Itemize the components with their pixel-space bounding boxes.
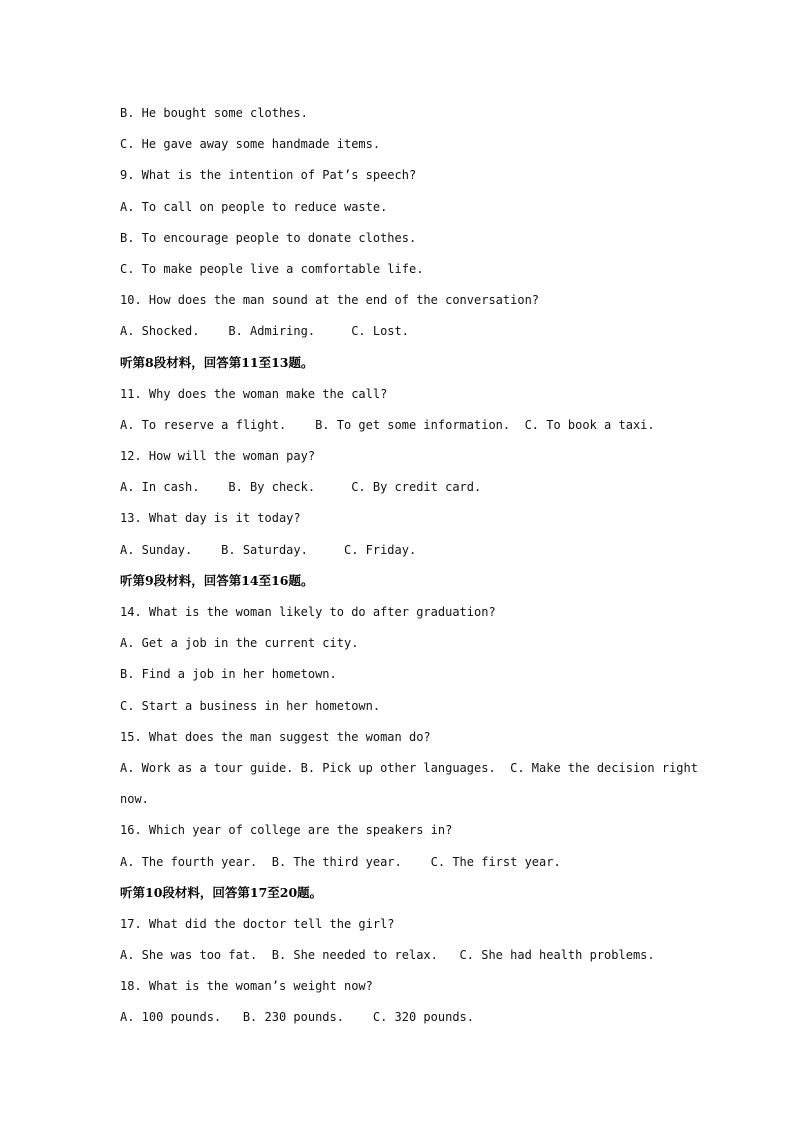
option-9c: C. To make people live a comfortable life. [120,261,424,276]
question-18: 18. What is the woman’s weight now? [120,979,373,994]
section-heading-10: 听第10段材料，回答第17至20题。 [120,884,323,900]
options-15-continued: now. [120,792,149,807]
question-12: 12. How will the woman pay? [120,449,316,464]
document-body [120,103,700,1039]
section-heading-9: 听第9段材料，回答第14至16题。 [120,572,314,588]
question-14: 14. What is the woman likely to do after graduation? [120,605,496,619]
option-14b: B. Find a job in her hometown. [120,667,337,682]
options-15: A. Work as a tour guide. B. Pick up other languages. C. Make the decision right [120,760,698,775]
question-10: 10. How does the man sound at the end of the conversation? [120,293,540,308]
options-18: A. 100 pounds. B. 230 pounds. C. 320 pounds. [120,1010,475,1025]
options-17: A. She was too fat. B. She needed to relax. C. She had health problems. [120,948,655,963]
option-8c: C. He gave away some handmade items. [120,137,381,152]
question-15: 15. What does the man suggest the woman do? [120,729,431,744]
option-8b: B. He bought some clothes. [120,106,308,120]
options-16: A. The fourth year. B. The third year. C. The first year. [120,854,561,869]
question-13: 13. What day is it today? [120,511,301,526]
question-11: 11. Why does the woman make the call? [120,386,388,401]
question-16: 16. Which year of college are the speakers in? [120,823,453,838]
section-heading-8: 听第8段材料，回答第11至13题。 [120,354,314,370]
option-14c: C. Start a business in her hometown. [120,698,381,713]
option-9a: A. To call on people to reduce waste. [120,199,388,214]
option-9b: B. To encourage people to donate clothes. [120,230,417,245]
options-12: A. In cash. B. By check. C. By credit card. [120,480,482,495]
question-9: 9. What is the intention of Pat’s speech? [120,168,417,183]
options-11: A. To reserve a flight. B. To get some information. C. To book a taxi. [120,417,655,432]
question-17: 17. What did the doctor tell the girl? [120,916,395,931]
options-13: A. Sunday. B. Saturday. C. Friday. [120,542,417,557]
option-14a: A. Get a job in the current city. [120,636,359,651]
options-10: A. Shocked. B. Admiring. C. Lost. [120,324,409,339]
